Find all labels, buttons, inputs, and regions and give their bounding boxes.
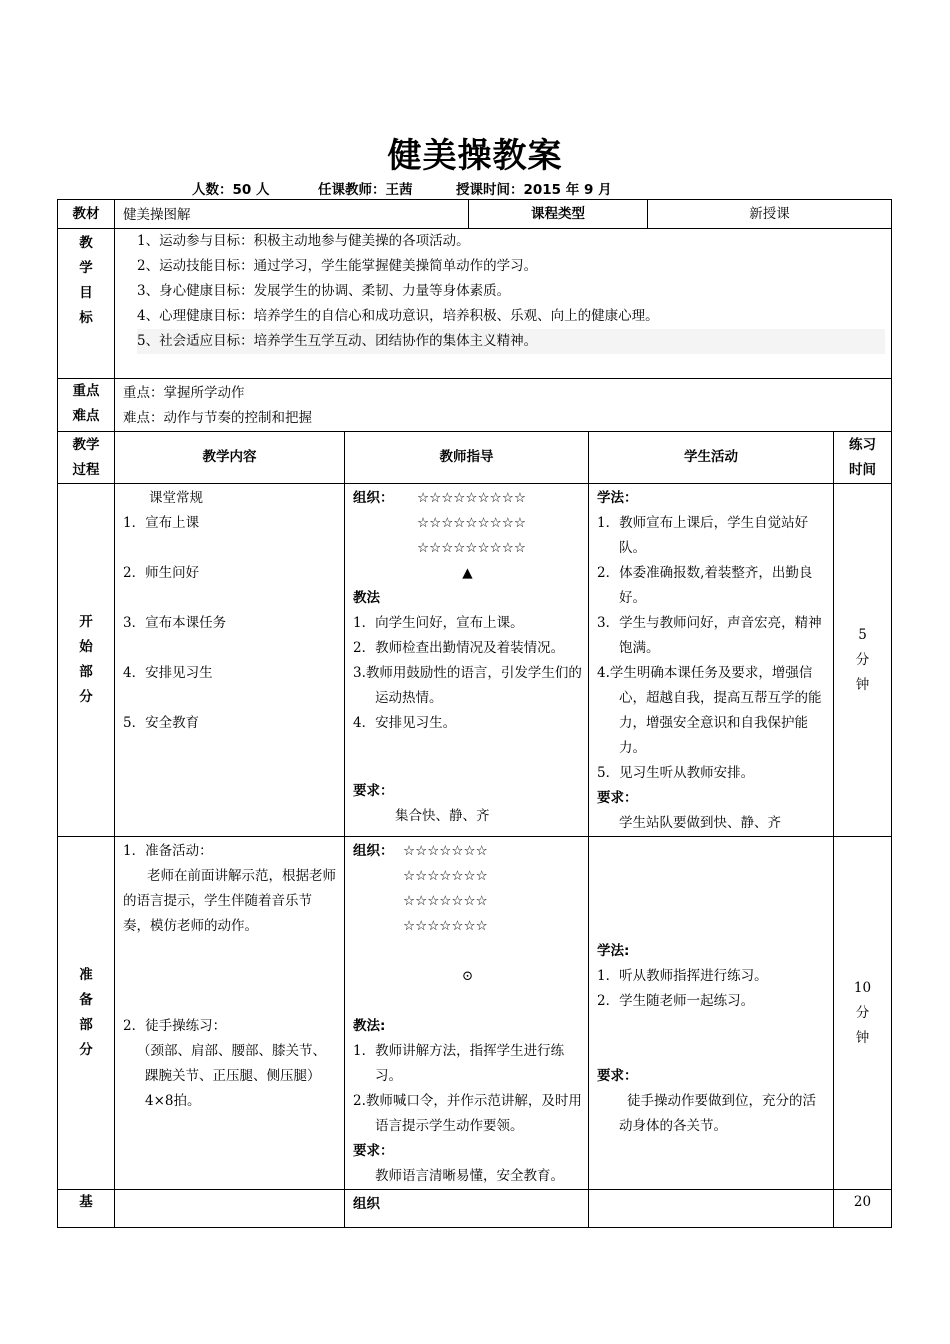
- keypoints-row: [58, 379, 892, 432]
- prep-student: [589, 837, 834, 1190]
- course-type-value: 新授课: [648, 200, 892, 229]
- start-section-label: 开 始 部 分: [58, 484, 115, 837]
- study-method-label: 学法：: [597, 490, 638, 506]
- list-item: 1．准备活动：: [123, 843, 213, 859]
- list-item: 1．向学生问好，宣布上课。: [353, 615, 524, 631]
- list-item: 1．教师讲解方法，指挥学生进行练习。: [353, 1043, 565, 1084]
- list-item: 2.教师喊口令，并作示范讲解，及时用语言提示学生动作要领。: [353, 1093, 582, 1134]
- list-item: 2．教师检查出勤情况及着装情况。: [353, 640, 565, 656]
- start-teacher: [345, 484, 589, 837]
- list-item: 3．学生与教师问好，声音宏亮，精神饱满。: [597, 615, 822, 656]
- item-description: 老师在前面讲解示范，根据老师的语言提示，学生伴随着音乐节奏，模仿老师的动作。: [123, 868, 336, 934]
- process-header-row: [58, 432, 892, 484]
- list-item: 3.教师用鼓励性的语言，引发学生们的运动热情。: [353, 665, 582, 706]
- teacher-header: 教师指导: [345, 432, 589, 484]
- lesson-time: 授课时间：2015 年 9 月: [456, 182, 612, 198]
- basic-time: 20: [834, 1190, 892, 1228]
- method-label: 教法: [353, 590, 380, 606]
- requirement: 集合快、静、齐: [395, 808, 490, 824]
- difficult-point: 难点：动作与节奏的控制和把握: [123, 410, 312, 426]
- teacher-name: 任课教师：王茜: [318, 182, 413, 198]
- content-header: 教学内容: [115, 432, 345, 484]
- people-count: 人数：50 人: [192, 182, 270, 198]
- goal-item: 5、社会适应目标：培养学生互学互动、团结协作的集体主义精神。: [137, 329, 885, 354]
- start-section-row: [58, 484, 892, 837]
- teacher-position-icon: ⊙: [461, 968, 474, 984]
- list-item: 2．师生问好: [123, 565, 200, 581]
- goal-item: 1、运动参与目标：积极主动地参与健美操的各项活动。: [137, 233, 470, 249]
- list-item: 4．安排见习生。: [353, 715, 457, 731]
- list-item: 2．体委准确报数,着装整齐，出勤良好。: [597, 565, 813, 606]
- formation: [353, 486, 582, 511]
- req-label: 要求：: [353, 783, 394, 799]
- course-type-label: 课程类型: [469, 200, 648, 229]
- formation-stars: ☆☆☆☆☆☆☆☆☆: [417, 540, 526, 556]
- process-header: 教学 过程: [58, 432, 115, 484]
- org-label: 组织：: [353, 490, 394, 506]
- goal-item: 3、身心健康目标：发展学生的协调、柔韧、力量等身体素质。: [137, 283, 511, 299]
- material-label: 教材: [58, 200, 115, 229]
- basic-student: [589, 1190, 834, 1228]
- formation-stars: ☆☆☆☆☆☆☆: [403, 868, 488, 884]
- routine-title: 课堂常规: [149, 490, 203, 506]
- material-value: 健美操图解: [115, 200, 469, 229]
- teacher-marker-icon: ▲: [462, 565, 473, 581]
- lesson-meta: [192, 178, 612, 198]
- prep-content: [115, 837, 345, 1190]
- goals-list: [115, 229, 892, 379]
- list-item: 4．安排见习生: [123, 665, 213, 681]
- start-student: [589, 484, 834, 837]
- lesson-plan-table: [57, 199, 892, 1228]
- keypoints-content: [115, 379, 892, 432]
- formation: [353, 839, 582, 864]
- formation-stars: ☆☆☆☆☆☆☆☆☆: [417, 515, 526, 531]
- list-item: 1．听从教师指挥进行练习。: [597, 968, 768, 984]
- goals-label: 教 学 目 标: [58, 229, 115, 379]
- material-row: [58, 200, 892, 229]
- list-item: 2．学生随老师一起练习。: [597, 993, 755, 1009]
- requirement: 学生站队要做到快、静、齐: [619, 815, 781, 831]
- basic-section-label: 基: [58, 1190, 115, 1228]
- formation-stars: ☆☆☆☆☆☆☆: [403, 918, 488, 934]
- basic-teacher-org: 组织: [345, 1190, 589, 1228]
- basic-content: [115, 1190, 345, 1228]
- prep-time: 10 分 钟: [834, 837, 892, 1190]
- item-description: （颈部、肩部、腰部、膝关节、踝腕关节、正压腿、侧压腿）4×8拍。: [137, 1043, 326, 1109]
- list-item: 1．宣布上课: [123, 515, 200, 531]
- start-time: 5 分 钟: [834, 484, 892, 837]
- prep-section-label: 准 备 部 分: [58, 837, 115, 1190]
- page-title: 健美操教案: [387, 136, 563, 176]
- list-item: 1．教师宣布上课后，学生自觉站好队。: [597, 515, 809, 556]
- goal-item: 2、运动技能目标：通过学习，学生能掌握健美操简单动作的学习。: [137, 258, 538, 274]
- start-content: [115, 484, 345, 837]
- formation-stars: ☆☆☆☆☆☆☆☆☆: [417, 490, 526, 506]
- list-item: 5．安全教育: [123, 715, 200, 731]
- key-point: 重点：掌握所学动作: [123, 385, 245, 401]
- time-header: 练习 时间: [834, 432, 892, 484]
- req-label: 要求：: [597, 1068, 638, 1084]
- formation-stars: ☆☆☆☆☆☆☆: [403, 893, 488, 909]
- method-label: 教法:: [353, 1018, 386, 1034]
- keypoints-label: 重点 难点: [58, 379, 115, 432]
- list-item: 3．宣布本课任务: [123, 615, 227, 631]
- basic-section-row: [58, 1190, 892, 1228]
- req-label: 要求：: [353, 1143, 394, 1159]
- org-label: 组织：: [353, 843, 394, 859]
- list-item: 2．徒手操练习：: [123, 1018, 227, 1034]
- req-label: 要求：: [597, 790, 638, 806]
- student-header: 学生活动: [589, 432, 834, 484]
- prep-section-row: [58, 837, 892, 1190]
- goal-item: 4、心理健康目标：培养学生的自信心和成功意识，培养积极、乐观、向上的健康心理。: [137, 308, 659, 324]
- prep-teacher: [345, 837, 589, 1190]
- study-method-label: 学法:: [597, 943, 630, 959]
- formation-stars: ☆☆☆☆☆☆☆: [403, 843, 488, 859]
- requirement: 教师语言清晰易懂，安全教育。: [375, 1168, 564, 1184]
- list-item: 5．见习生听从教师安排。: [597, 765, 755, 781]
- goals-row: [58, 229, 892, 379]
- list-item: 4.学生明确本课任务及要求，增强信心，超越自我，提高互帮互学的能力，增强安全意识和自我保护能力。: [597, 665, 822, 756]
- requirement: 徒手操动作要做到位，充分的活动身体的各关节。: [619, 1093, 816, 1134]
